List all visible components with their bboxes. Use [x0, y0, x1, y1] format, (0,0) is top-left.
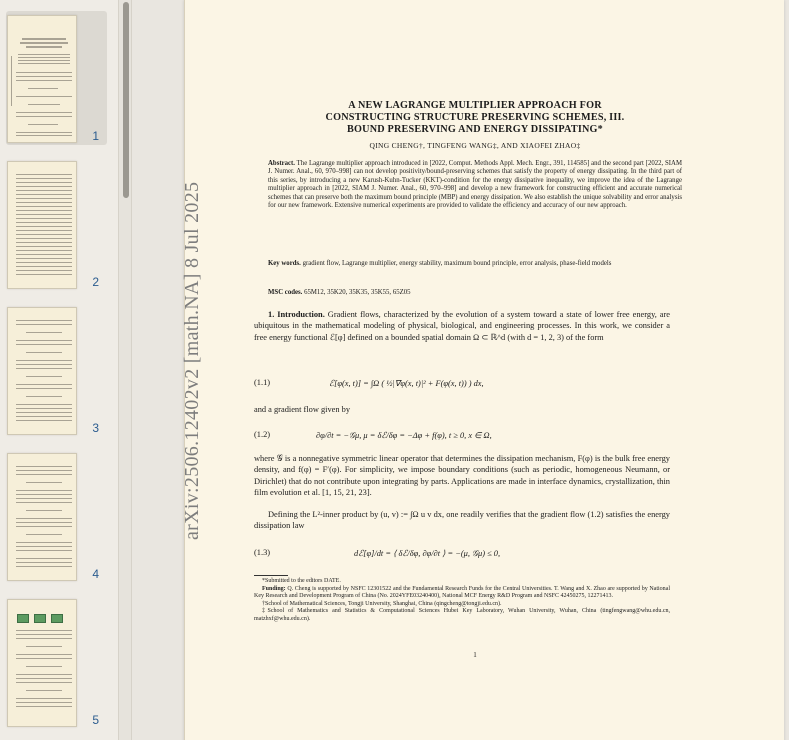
- introduction-paragraph: [254, 309, 670, 343]
- equation-1-2: [254, 424, 670, 444]
- figure-thumbnail: [17, 614, 29, 623]
- thumbnail-preview: [7, 161, 77, 289]
- paper-title: A NEW LAGRANGE MULTIPLIER APPROACH FOR CONSTRUCTING STRUCTURE PRESERVING SCHEMES, III. BOUND PRESERVING AND ENERGY DISSIPATING*: [325, 100, 625, 136]
- msc-text: 65M12, 35K20, 35K35, 35K55, 65Z05: [304, 289, 411, 296]
- abstract: [268, 160, 682, 210]
- abstract-text: The Lagrange multiplier approach introduced in [2022, Comput. Methods Appl. Mech. Engr., 391, 114585] and the second part [2022, SIAM J. Numer. Anal., 60, 970–998] can not develop positivity/bound-preserving schemes that satisfy the property of energy dissipating. In the third part of this series, by introducing a new Karush-Kuhn-Tucker (KKT)-condition for the energy dissipative inequality, we improve the idea of the Lagrange multiplier approach in [2022, SIAM J. Numer. Anal., 60, 970–998] and develop a new framework for constructing efficient and accurate numerical schemes that can preserve both the maximum bound principle (MBP) and energy dissipation. We also establish the unique solvability and error analysis for our new framework. Extensive numerical experiments are provided to validate the efficiency and accuracy of our new approach.: [268, 160, 683, 210]
- equation-label: (1.1): [254, 378, 271, 387]
- equation-1-3: [254, 543, 670, 563]
- thumbnail-label: 4: [92, 567, 99, 581]
- equation-body: ℰ[φ(x, t)] = ∫Ω ( ½|∇φ(x, t)|² + F(φ(x, t)) ) dx,: [329, 379, 484, 388]
- abstract-label: Abstract.: [268, 160, 295, 167]
- footnote-divider: [254, 575, 288, 576]
- keywords-text: gradient flow, Lagrange multiplier, energy stability, maximum bound principle, error analysis, phase-field models: [302, 260, 612, 267]
- thumbnail-label: 2: [92, 275, 99, 289]
- intro-text: Gradient flows, characterized by the evolution of a system toward a state of lower free energy, are ubiquitous in the mathematical modeling of physical, biological, and engineering processes. In this work, we consider a free energy functional ℰ[φ] defined on a bounded spatial domain Ω ⊂ ℝ^d (with d = 1, 2, 3) of the form: [254, 310, 671, 342]
- thumbnail-label: 1: [92, 129, 99, 143]
- paragraph: and a gradient flow given by: [254, 405, 351, 414]
- msc-label: MSC codes.: [268, 289, 303, 296]
- footnotes: [254, 578, 670, 624]
- sidebar-scrollbar[interactable]: [118, 0, 132, 740]
- keywords-label: Key words.: [268, 260, 301, 267]
- thumbnail-preview: [7, 307, 77, 435]
- footnote-affiliation-whu: ‡School of Mathematics and Statistics & Computational Sciences Hubei Key Laboratory, Wuhan University, Wuhan, China (tingfengwang@whu.edu.cn, matzhxf@whu.edu.cn).: [254, 608, 670, 622]
- equation-1-1: [254, 374, 670, 394]
- thumbnail-preview: [7, 15, 77, 143]
- thumbnail-sidebar: [0, 0, 118, 740]
- thumbnail-page-2[interactable]: [6, 157, 107, 291]
- paragraph: Defining the L²-inner product by (u, v) := ∫Ω u v dx, one readily verifies that the gradient flow (1.2) satisfies the energy dissipation law: [254, 510, 670, 531]
- document-viewer: [132, 0, 789, 740]
- figure-thumbnail: [51, 614, 63, 623]
- keywords: [268, 260, 670, 268]
- paragraph: where 𝒢 is a nonnegative symmetric linear operator that determines the dissipation mechanism, F(φ) is the bulk free energy density, and f(φ) = F′(φ). For simplicity, we impose boundary conditions (such as periodic, homogeneous Neumann, or Dirichlet) that do not contribute upon integrating by parts. Applications are made in interface dynamics, crystallization, thin film evolution et al. [1, 15, 21, 23].: [254, 454, 670, 498]
- equation-body: ∂φ/∂t = −𝒢μ, μ = δℰ/δφ = −Δφ + f(φ), t ≥ 0, x ∈ Ω,: [316, 431, 492, 440]
- thumbnail-preview: [7, 453, 77, 581]
- footnote-affiliation-tongji: †School of Mathematical Sciences, Tongji University, Shanghai, China (qingcheng@tongji.edu.cn).: [262, 600, 502, 607]
- thumbnail-preview: [7, 599, 77, 727]
- arxiv-identifier: arXiv:2506.12402v2 [math.NA] 8 Jul 2025: [181, 181, 203, 540]
- pdf-page: [181, 0, 784, 740]
- thumbnail-label: 5: [92, 713, 99, 727]
- paper-authors: QING CHENG†, TINGFENG WANG‡, AND XIAOFEI ZHAO‡: [369, 141, 581, 150]
- section-heading: 1. Introduction.: [268, 310, 325, 319]
- equation-label: (1.3): [254, 548, 271, 557]
- thumbnail-label: 3: [92, 421, 99, 435]
- thumbnail-page-5[interactable]: [6, 595, 107, 729]
- msc-codes: [268, 289, 668, 296]
- thumbnail-page-4[interactable]: [6, 449, 107, 583]
- figure-thumbnail: [34, 614, 46, 623]
- footnote-funding: Funding: Q. Cheng is supported by NSFC 12301522 and the Fundamental Research Funds for the Central Universities. T. Wang and X. Zhao are supported by National Key Research and Development Program of China (No. 2024YFE03240400), National MCF Energy R&D Program and NSFC 42450275, 12271413.: [254, 585, 671, 600]
- scrollbar-thumb[interactable]: [123, 2, 129, 198]
- thumbnail-page-3[interactable]: [6, 303, 107, 437]
- page-number: 1: [473, 651, 477, 659]
- equation-body: dℰ[φ]/dt = ⟨ δℰ/δφ, ∂φ/∂t ⟩ = −(μ, 𝒢μ) ≤ 0,: [354, 549, 501, 558]
- footnote-submitted: *Submitted to the editors DATE.: [262, 578, 341, 584]
- thumbnail-page-1[interactable]: [6, 11, 107, 145]
- equation-label: (1.2): [254, 430, 271, 439]
